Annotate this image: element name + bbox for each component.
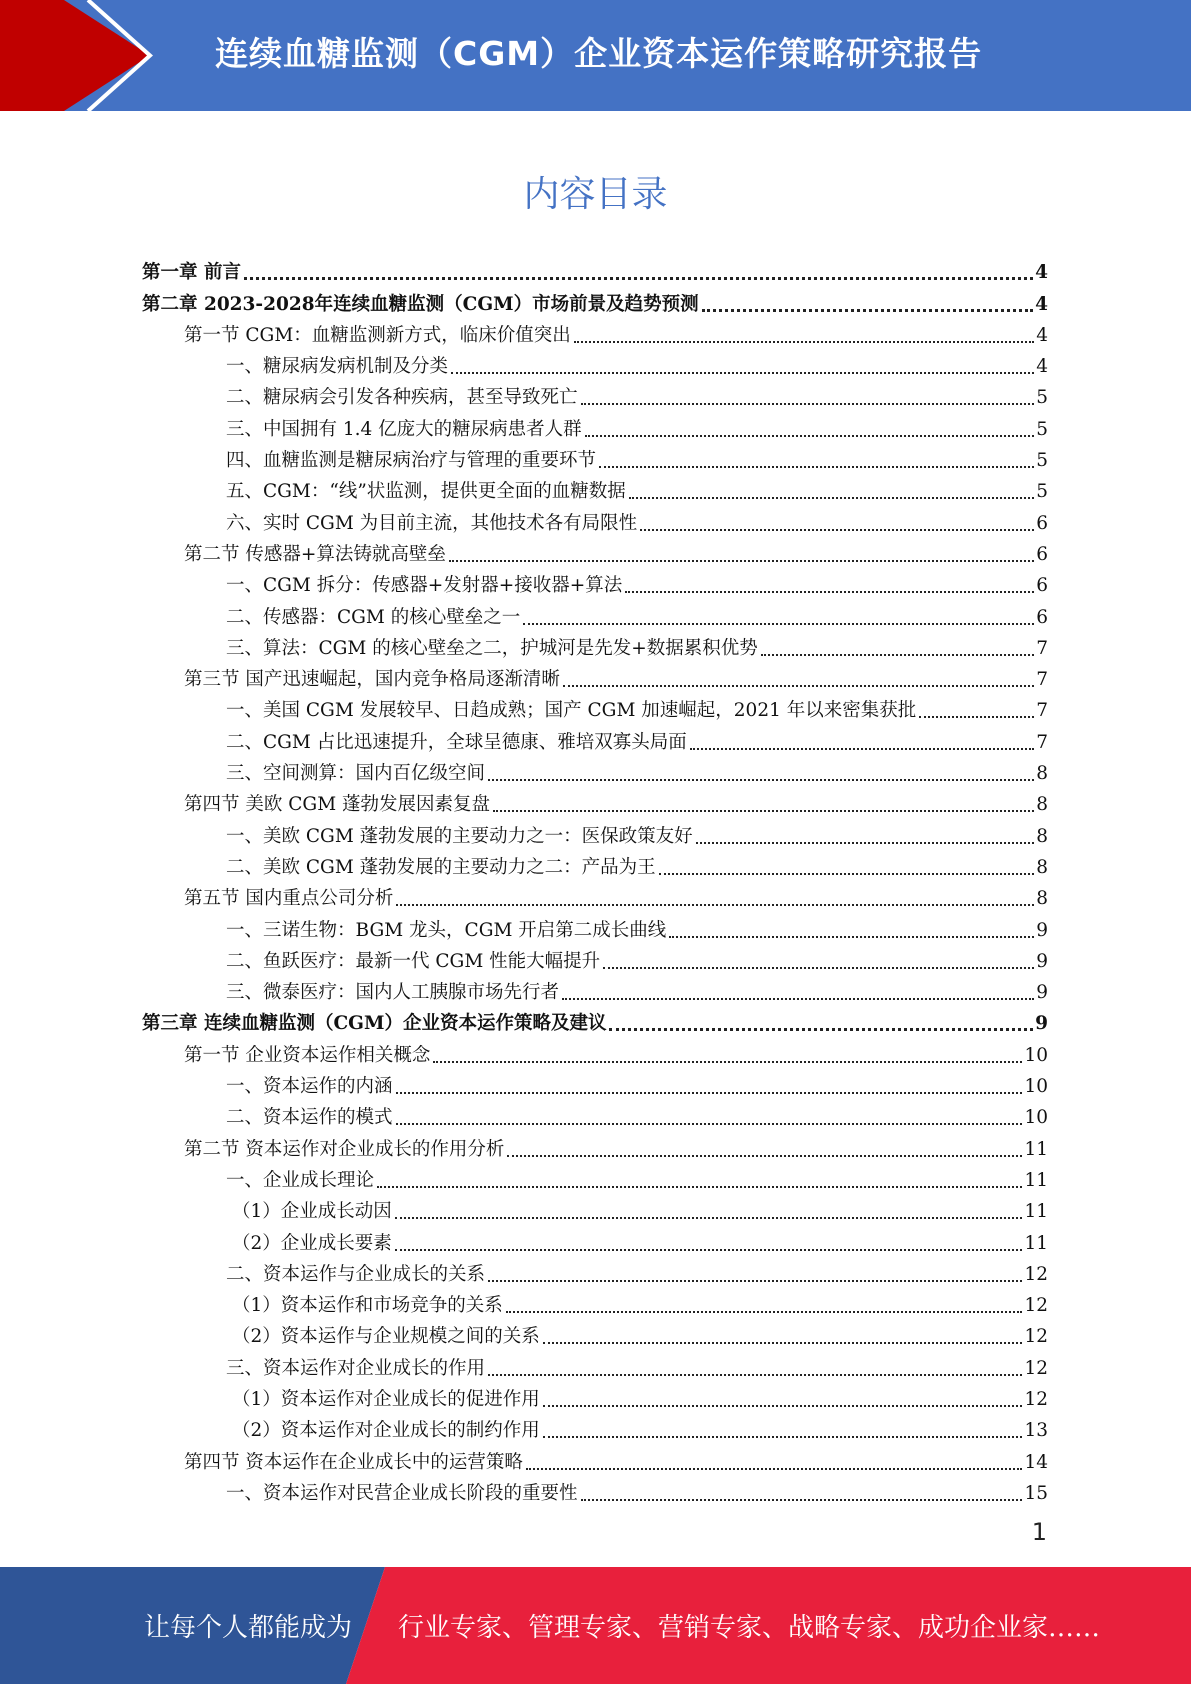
toc-entry[interactable] [142, 630, 1048, 661]
toc-entry[interactable] [142, 1287, 1048, 1318]
page-number: 1 [1031, 1518, 1047, 1546]
toc-entry-page: 10 [1024, 1076, 1048, 1098]
toc-entry-title: 第二节 传感器+算法铸就高壁垒 [184, 543, 446, 565]
toc-dot-leader [507, 1154, 1022, 1157]
toc-dot-leader [640, 528, 1034, 531]
toc-entry-title: 一、资本运作对民营企业成长阶段的重要性 [226, 1482, 578, 1504]
toc-entry[interactable] [142, 567, 1048, 598]
toc-entry-page: 8 [1036, 856, 1048, 878]
toc-entry-page: 6 [1036, 543, 1048, 565]
toc-entry[interactable] [142, 1130, 1048, 1161]
toc-entry-page: 5 [1036, 481, 1048, 503]
toc-entry[interactable] [142, 755, 1048, 786]
toc-entry-title: 六、实时 CGM 为目前主流，其他技术各有局限性 [226, 512, 638, 534]
footer-slogan-right: 行业专家、管理专家、营销专家、战略专家、成功企业家…… [398, 1613, 1101, 1643]
toc-dot-leader [543, 1341, 1023, 1344]
toc-dot-leader [543, 1435, 1023, 1438]
toc-entry-title: （2）企业成长要素 [232, 1232, 392, 1254]
toc-entry-page: 15 [1024, 1482, 1048, 1504]
toc-dot-leader [599, 465, 1034, 468]
toc-entry[interactable] [142, 974, 1048, 1005]
toc-entry-page: 8 [1036, 825, 1048, 847]
toc-entry[interactable] [142, 348, 1048, 379]
toc-dot-leader [543, 1404, 1023, 1407]
toc-entry[interactable] [142, 1349, 1048, 1380]
footer-slogan-left: 让每个人都能成为 [144, 1613, 353, 1643]
toc-entry-title: 一、美欧 CGM 蓬勃发展的主要动力之一：医保政策友好 [226, 825, 693, 847]
toc-dot-leader [244, 276, 1033, 280]
toc-entry-title: 二、糖尿病会引发各种疾病，甚至导致死亡 [226, 387, 578, 409]
toc-dot-leader [603, 966, 1034, 969]
toc-entry[interactable] [142, 817, 1048, 848]
toc-entry-title: （1）资本运作和市场竞争的关系 [232, 1295, 503, 1317]
toc-entry-page: 10 [1024, 1107, 1048, 1129]
toc-dot-leader [585, 434, 1035, 437]
toc-dot-leader [396, 1122, 1023, 1125]
toc-dot-leader [451, 371, 1034, 374]
toc-entry-title: 五、CGM：“线”状监测，提供更全面的血糖数据 [226, 481, 626, 503]
toc-entry[interactable] [142, 1256, 1048, 1287]
header-banner [0, 0, 1191, 111]
toc-entry-title: 第一章 前言 [142, 262, 241, 284]
toc-entry-page: 6 [1036, 512, 1048, 534]
toc-entry-page: 12 [1024, 1388, 1048, 1410]
toc-entry-page: 8 [1036, 888, 1048, 910]
toc-dot-leader [659, 872, 1035, 875]
toc-entry-title: （1）企业成长动因 [232, 1201, 392, 1223]
toc-entry[interactable] [142, 786, 1048, 817]
toc-entry-title: 三、空间测算：国内百亿级空间 [226, 763, 486, 785]
toc-entry-page: 8 [1036, 763, 1048, 785]
report-title: 连续血糖监测（CGM）企业资本运作策略研究报告 [215, 34, 983, 73]
toc-entry-title: 第二节 资本运作对企业成长的作用分析 [184, 1138, 505, 1160]
toc-entry[interactable] [142, 661, 1048, 692]
table-of-contents [142, 254, 1048, 1506]
toc-entry-page: 13 [1024, 1420, 1048, 1442]
toc-entry-page: 4 [1036, 324, 1048, 346]
toc-entry[interactable] [142, 1475, 1048, 1506]
toc-entry-title: 一、三诺生物：BGM 龙头，CGM 开启第二成长曲线 [226, 919, 667, 941]
toc-entry-page: 6 [1036, 575, 1048, 597]
toc-entry[interactable] [142, 536, 1048, 567]
toc-dot-leader [702, 308, 1034, 312]
toc-entry-title: 三、算法：CGM 的核心壁垒之二，护城河是先发+数据累积优势 [226, 637, 758, 659]
toc-entry[interactable] [142, 254, 1048, 285]
toc-dot-leader [581, 402, 1035, 405]
toc-entry-page: 9 [1036, 950, 1048, 972]
toc-entry-title: 第三章 连续血糖监测（CGM）企业资本运作策略及建议 [142, 1013, 607, 1035]
toc-entry[interactable] [142, 1162, 1048, 1193]
toc-dot-leader [488, 778, 1034, 781]
toc-entry[interactable] [142, 1068, 1048, 1099]
toc-entry-title: 第二章 2023-2028年连续血糖监测（CGM）市场前景及趋势预测 [142, 293, 699, 315]
toc-entry-page: 7 [1036, 700, 1048, 722]
toc-dot-leader [690, 747, 1034, 750]
toc-entry-title: 第一节 CGM：血糖监测新方式，临床价值突出 [184, 324, 571, 346]
toc-entry[interactable] [142, 1412, 1048, 1443]
toc-dot-leader [506, 1310, 1023, 1313]
toc-entry-title: 三、微泰医疗：国内人工胰腺市场先行者 [226, 982, 560, 1004]
toc-entry[interactable] [142, 285, 1048, 316]
toc-entry-title: 二、资本运作的模式 [226, 1107, 393, 1129]
toc-dot-leader [629, 496, 1034, 499]
toc-entry-title: 第一节 企业资本运作相关概念 [184, 1044, 431, 1066]
toc-entry-page: 12 [1024, 1326, 1048, 1348]
toc-dot-leader [488, 1373, 1022, 1376]
toc-entry-page: 14 [1024, 1451, 1048, 1473]
toc-entry[interactable] [142, 1318, 1048, 1349]
toc-entry-title: 第四节 美欧 CGM 蓬勃发展因素复盘 [184, 794, 491, 816]
toc-dot-leader [493, 809, 1034, 812]
toc-entry-page: 9 [1036, 982, 1048, 1004]
toc-entry[interactable] [142, 317, 1048, 348]
toc-entry-title: 二、CGM 占比迅速提升，全球呈德康、雅培双寡头局面 [226, 731, 687, 753]
toc-dot-leader [563, 684, 1034, 687]
toc-entry-title: 第五节 国内重点公司分析 [184, 888, 394, 910]
toc-dot-leader [919, 715, 1034, 718]
toc-dot-leader [523, 622, 1034, 625]
toc-dot-leader [696, 841, 1035, 844]
toc-entry-page: 7 [1036, 731, 1048, 753]
toc-entry-page: 9 [1035, 1013, 1048, 1035]
toc-dot-leader [395, 1248, 1023, 1251]
toc-entry[interactable] [142, 1381, 1048, 1412]
toc-entry-page: 4 [1036, 356, 1048, 378]
toc-entry[interactable] [142, 723, 1048, 754]
toc-entry[interactable] [142, 1036, 1048, 1067]
toc-dot-leader [581, 1498, 1023, 1501]
toc-entry[interactable] [142, 1099, 1048, 1130]
toc-dot-leader [669, 935, 1034, 938]
toc-entry-title: （2）资本运作与企业规模之间的关系 [232, 1326, 540, 1348]
toc-entry-title: （1）资本运作对企业成长的促进作用 [232, 1388, 540, 1410]
toc-entry-page: 10 [1024, 1044, 1048, 1066]
toc-dot-leader [449, 559, 1034, 562]
toc-dot-leader [396, 903, 1034, 906]
toc-entry-title: （2）资本运作对企业成长的制约作用 [232, 1420, 540, 1442]
toc-entry-page: 7 [1036, 669, 1048, 691]
toc-entry[interactable] [142, 1224, 1048, 1255]
toc-entry[interactable] [142, 504, 1048, 535]
toc-entry-page: 4 [1035, 293, 1048, 315]
toc-entry-page: 11 [1024, 1201, 1048, 1223]
toc-entry[interactable] [142, 1005, 1048, 1036]
toc-entry-page: 8 [1036, 794, 1048, 816]
toc-dot-leader [761, 653, 1034, 656]
toc-entry-page: 5 [1036, 450, 1048, 472]
toc-entry-page: 5 [1036, 387, 1048, 409]
toc-entry-page: 11 [1024, 1169, 1048, 1191]
toc-entry[interactable] [142, 880, 1048, 911]
toc-entry-page: 11 [1024, 1138, 1048, 1160]
toc-entry-title: 二、美欧 CGM 蓬勃发展的主要动力之二：产品为王 [226, 856, 656, 878]
toc-entry[interactable] [142, 410, 1048, 441]
toc-dot-leader [526, 1467, 1023, 1470]
toc-entry-title: 一、资本运作的内涵 [226, 1076, 393, 1098]
toc-dot-leader [433, 1060, 1022, 1063]
toc-entry-page: 5 [1036, 418, 1048, 440]
toc-entry-title: 第三节 国产迅速崛起，国内竞争格局逐渐清晰 [184, 669, 560, 691]
toc-entry[interactable] [142, 473, 1048, 504]
toc-dot-leader [377, 1185, 1022, 1188]
toc-entry-title: 第四节 资本运作在企业成长中的运营策略 [184, 1451, 523, 1473]
toc-entry-title: 四、血糖监测是糖尿病治疗与管理的重要环节 [226, 450, 597, 472]
toc-entry-page: 7 [1036, 637, 1048, 659]
toc-entry-title: 一、企业成长理论 [226, 1169, 375, 1191]
toc-dot-leader [396, 1091, 1023, 1094]
toc-entry-title: 二、传感器：CGM 的核心壁垒之一 [226, 606, 521, 628]
toc-entry-page: 11 [1024, 1232, 1048, 1254]
toc-dot-leader [625, 590, 1034, 593]
toc-entry-title: 一、CGM 拆分：传感器+发射器+接收器+算法 [226, 575, 623, 597]
header-arrow-decoration [0, 0, 160, 111]
toc-heading: 内容目录 [523, 174, 668, 215]
toc-entry[interactable] [142, 943, 1048, 974]
toc-entry[interactable] [142, 442, 1048, 473]
toc-entry-page: 4 [1035, 262, 1048, 284]
toc-entry-title: 三、资本运作对企业成长的作用 [226, 1357, 486, 1379]
toc-entry-title: 二、鱼跃医疗：最新一代 CGM 性能大幅提升 [226, 950, 601, 972]
toc-entry[interactable] [142, 692, 1048, 723]
toc-entry-title: 三、中国拥有 1.4 亿庞大的糖尿病患者人群 [226, 418, 582, 440]
toc-entry[interactable] [142, 1443, 1048, 1474]
toc-entry[interactable] [142, 911, 1048, 942]
toc-dot-leader [609, 1027, 1033, 1031]
footer-banner [0, 1567, 1191, 1684]
toc-entry[interactable] [142, 379, 1048, 410]
toc-entry-page: 12 [1024, 1357, 1048, 1379]
toc-entry-page: 12 [1024, 1263, 1048, 1285]
toc-entry-page: 6 [1036, 606, 1048, 628]
toc-entry-page: 9 [1036, 919, 1048, 941]
toc-entry-title: 一、美国 CGM 发展较早、日趋成熟；国产 CGM 加速崛起，2021 年以来密集获批 [226, 700, 917, 722]
toc-entry[interactable] [142, 1193, 1048, 1224]
toc-entry-title: 一、糖尿病发病机制及分类 [226, 356, 449, 378]
toc-dot-leader [562, 997, 1034, 1000]
toc-entry-title: 二、资本运作与企业成长的关系 [226, 1263, 486, 1285]
toc-entry[interactable] [142, 598, 1048, 629]
toc-dot-leader [488, 1279, 1022, 1282]
toc-entry-page: 12 [1024, 1295, 1048, 1317]
toc-dot-leader [395, 1216, 1023, 1219]
toc-entry[interactable] [142, 849, 1048, 880]
toc-dot-leader [574, 340, 1034, 343]
